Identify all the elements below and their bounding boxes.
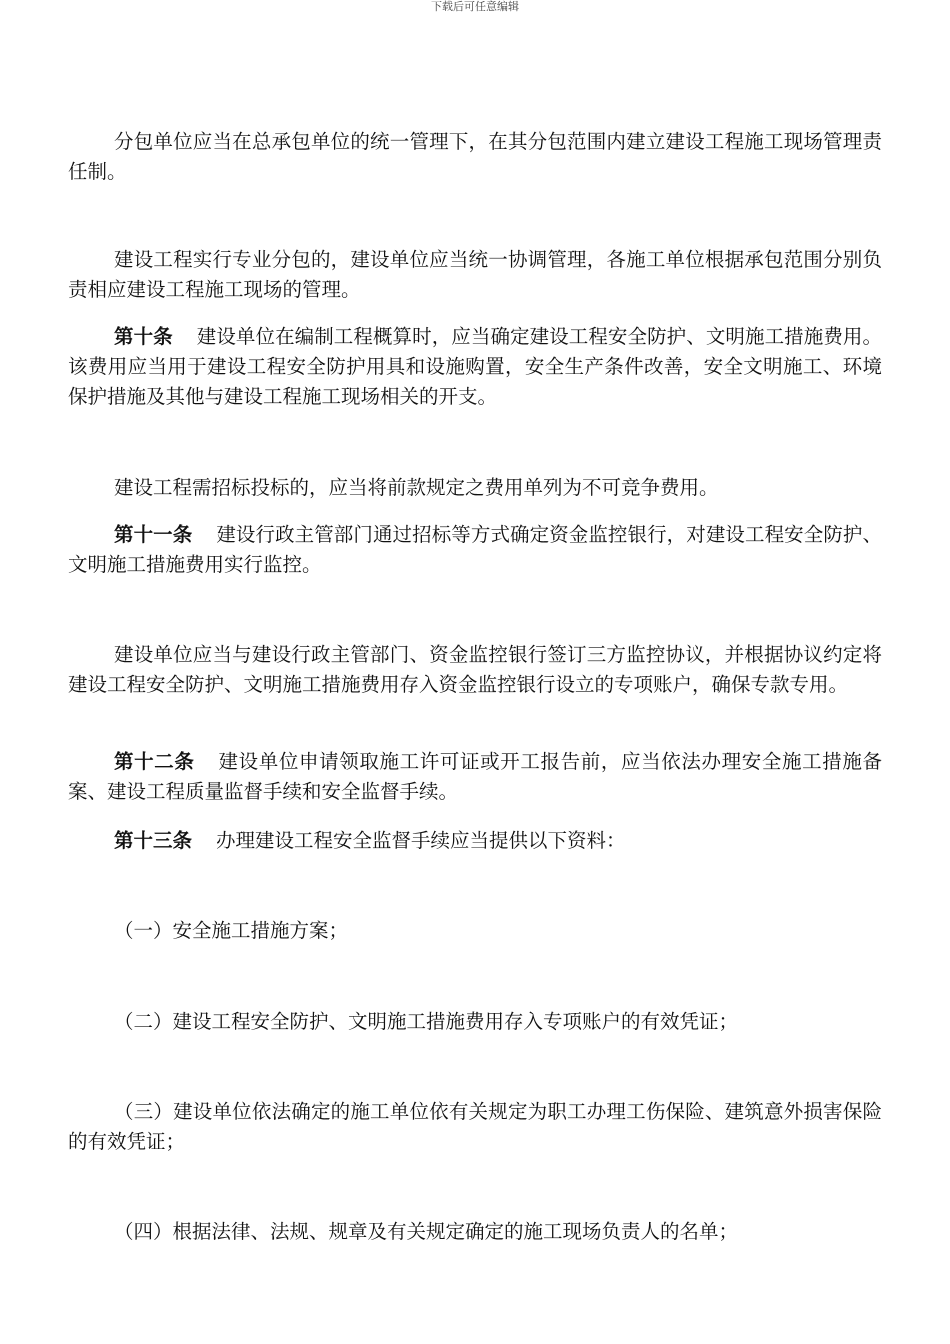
list-item-2	[68, 1007, 882, 1037]
paragraph-text: 分包单位应当在总承包单位的统一管理下，在其分包范围内建立建设工程施工现场管理责任制。	[68, 130, 882, 183]
list-item-1	[68, 916, 882, 946]
paragraph-professional-subcontract	[68, 245, 882, 305]
paragraph-text: 建设行政主管部门通过招标等方式确定资金监控银行，对建设工程安全防护、文明施工措施费用实行监控。	[68, 523, 882, 576]
paragraph-text: 建设单位申请领取施工许可证或开工报告前，应当依法办理安全施工措施备案、建设工程质量监督手续和安全监督手续。	[68, 750, 882, 803]
article-number: 第十一条	[114, 523, 193, 546]
paragraph-tripartite-agreement	[68, 640, 882, 700]
article-12	[68, 747, 882, 807]
article-number: 第十二条	[114, 750, 195, 773]
article-11	[68, 520, 882, 580]
paragraph-text: （三）建设单位依法确定的施工单位依有关规定为职工办理工伤保险、建筑意外损害保险的有效凭证；	[68, 1100, 882, 1153]
paragraph-bidding-fees	[68, 473, 882, 503]
paragraph-text: 办理建设工程安全监督手续应当提供以下资料：	[216, 829, 626, 852]
article-number: 第十三条	[114, 829, 193, 852]
paragraph-text: （二）建设工程安全防护、文明施工措施费用存入专项账户的有效凭证；	[114, 1010, 739, 1033]
paragraph-text: （一）安全施工措施方案；	[114, 919, 349, 942]
paragraph-text: 建设工程需招标投标的，应当将前款规定之费用单列为不可竞争费用。	[114, 476, 719, 499]
paragraph-text: 建设单位应当与建设行政主管部门、资金监控银行签订三方监控协议，并根据协议约定将建设工程安全防护、文明施工措施费用存入资金监控银行设立的专项账户，确保专款专用。	[68, 643, 882, 696]
list-item-4	[68, 1217, 882, 1247]
list-item-3	[68, 1097, 882, 1157]
paragraph-text: 建设工程实行专业分包的，建设单位应当统一协调管理，各施工单位根据承包范围分别负责相应建设工程施工现场的管理。	[68, 248, 882, 301]
article-13	[68, 826, 882, 856]
paragraph-text: （四）根据法律、法规、规章及有关规定确定的施工现场负责人的名单；	[114, 1220, 739, 1243]
article-number: 第十条	[114, 325, 173, 348]
paragraph-subcontract-management	[68, 127, 882, 187]
page-header: 下载后可任意编辑	[431, 0, 519, 13]
paragraph-text: 建设单位在编制工程概算时，应当确定建设工程安全防护、文明施工措施费用。该费用应当用于建设工程安全防护用具和设施购置，安全生产条件改善，安全文明施工、环境保护措施及其他与建设工程施工现场相关的开支。	[68, 325, 882, 408]
article-10	[68, 322, 882, 412]
